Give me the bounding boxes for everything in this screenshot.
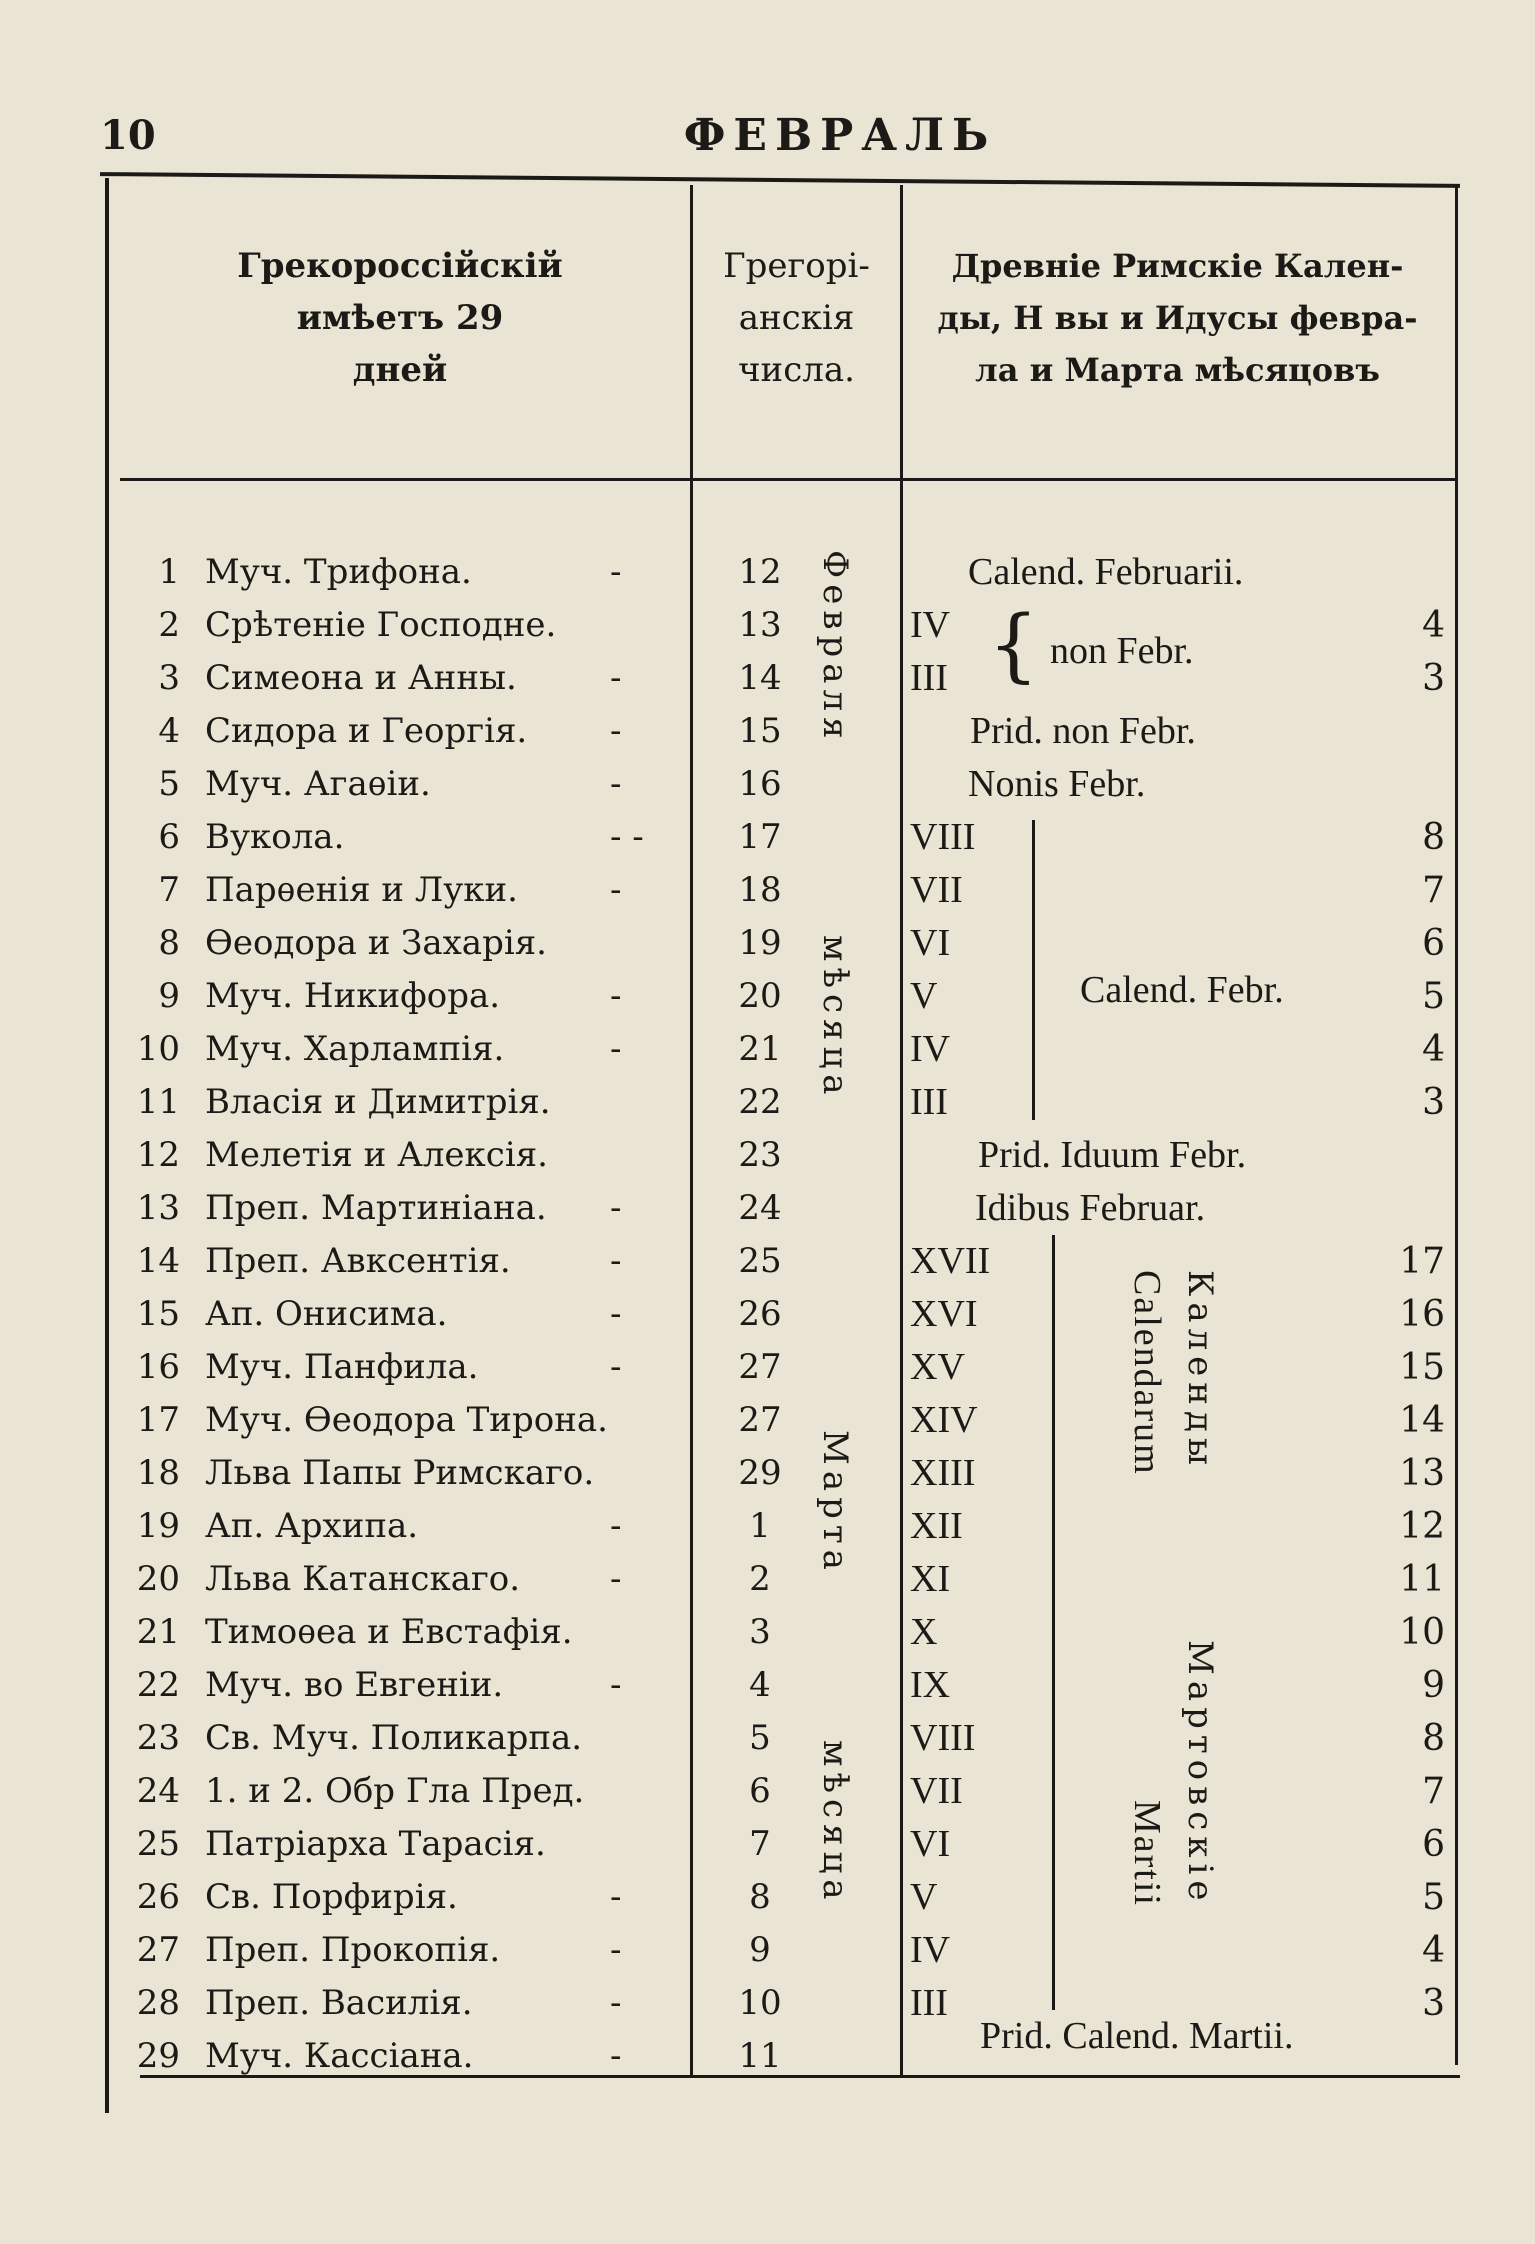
row-day-number: 17 [136, 1400, 180, 1440]
right-number: 3 [1422, 1983, 1445, 2024]
page-title: ФЕВРАЛЬ [683, 110, 997, 161]
roman-numeral: VII [910, 869, 963, 911]
row-dash: - [610, 1188, 622, 1228]
row-dash: - [610, 764, 622, 804]
roman-numeral: XI [910, 1558, 951, 1600]
row-saint-name: Парѳенія и Луки. [205, 870, 518, 910]
row-day-number: 5 [158, 764, 180, 804]
row-dash: - - [610, 817, 644, 857]
row-dash: - [610, 1506, 622, 1546]
non-febr: non Febr. [1050, 630, 1194, 672]
row-day-number: 1 [158, 552, 180, 592]
row-day-number: 8 [158, 923, 180, 963]
row-saint-name: 1. и 2. Обр Гла Пред. [205, 1771, 585, 1811]
row-day-number: 9 [158, 976, 180, 1016]
row-saint-name: Муч. Харлампія. [205, 1029, 505, 1069]
row-day-number: 12 [136, 1135, 180, 1175]
prid-iduum-febr: Prid. Iduum Febr. [978, 1134, 1247, 1176]
row-gregorian-day: 2 [749, 1559, 771, 1599]
brace-symbol: { [988, 598, 1039, 691]
row-saint-name: Тимоѳеа и Евстафія. [205, 1612, 573, 1652]
row-saint-name: Муч. Ѳеодора Тирона. [205, 1400, 608, 1440]
roman-numeral: IV [910, 1028, 951, 1070]
row-saint-name: Муч. Трифона. [205, 552, 472, 592]
column-divider-1 [690, 185, 693, 2075]
row-day-number: 15 [136, 1294, 180, 1334]
row-gregorian-day: 4 [749, 1665, 771, 1705]
row-dash: - [610, 1983, 622, 2023]
row-dash: - [610, 1347, 622, 1387]
row-day-number: 6 [158, 817, 180, 857]
header-line: Грекороссійскій [237, 246, 563, 286]
row-saint-name: Муч. Панфила. [205, 1347, 479, 1387]
roman-numeral: XVII [910, 1240, 991, 1282]
header-line: ла и Марта мѣсяцовъ [975, 351, 1380, 389]
right-number: 6 [1422, 923, 1445, 964]
right-number: 4 [1422, 1029, 1445, 1070]
prid-non-febr: Prid. non Febr. [970, 710, 1196, 752]
row-gregorian-day: 26 [738, 1294, 782, 1334]
row-gregorian-day: 17 [738, 817, 782, 857]
row-gregorian-day: 10 [738, 1983, 782, 2023]
row-gregorian-day: 12 [738, 552, 782, 592]
row-gregorian-day: 1 [749, 1506, 771, 1546]
row-dash: - [610, 1665, 622, 1705]
row-dash: - [610, 1877, 622, 1917]
row-saint-name: Муч. Никифора. [205, 976, 501, 1016]
row-saint-name: Преп. Прокопія. [205, 1930, 501, 1970]
vertical-label-march: Марта [815, 1430, 855, 1576]
vertical-label-calendarum: Calendarum [1126, 1270, 1168, 1476]
right-number: 9 [1422, 1665, 1445, 1706]
vertical-label-month: мѣсяца [815, 1740, 855, 1906]
table-top-rule [100, 172, 1460, 188]
row-dash: - [610, 1294, 622, 1334]
roman-numeral: V [910, 1876, 938, 1918]
row-saint-name: Патріарха Тарасія. [205, 1824, 546, 1864]
row-day-number: 25 [136, 1824, 180, 1864]
prid-calend-martii: Prid. Calend. Martii. [980, 2015, 1294, 2057]
vertical-label-february: Февраля [815, 550, 855, 745]
row-gregorian-day: 3 [749, 1612, 771, 1652]
row-saint-name: Льва Катанскаго. [205, 1559, 521, 1599]
row-saint-name: Муч. Кассіана. [205, 2036, 474, 2076]
roman-numeral: IX [910, 1664, 951, 1706]
roman-numeral: XV [910, 1346, 965, 1388]
row-saint-name: Преп. Мартиніана. [205, 1188, 547, 1228]
row-saint-name: Симеона и Анны. [205, 658, 517, 698]
nonis-febr: Nonis Febr. [968, 763, 1146, 805]
vertical-label-martii: Martii [1126, 1800, 1168, 1907]
right-number: 3 [1422, 658, 1445, 699]
row-gregorian-day: 11 [738, 2036, 782, 2076]
row-saint-name: Ап. Онисима. [205, 1294, 448, 1334]
row-day-number: 3 [158, 658, 180, 698]
calend-febr: Calend. Febr. [1080, 969, 1284, 1011]
row-gregorian-day: 7 [749, 1824, 771, 1864]
roman-numeral: IV [910, 604, 951, 646]
roman-numeral: III [910, 657, 948, 699]
row-gregorian-day: 24 [738, 1188, 782, 1228]
roman-numeral: XIV [910, 1399, 978, 1441]
row-saint-name: Св. Порфирія. [205, 1877, 458, 1917]
row-day-number: 10 [136, 1029, 180, 1069]
row-saint-name: Сидора и Георгія. [205, 711, 528, 751]
row-gregorian-day: 18 [738, 870, 782, 910]
row-gregorian-day: 23 [738, 1135, 782, 1175]
row-day-number: 22 [136, 1665, 180, 1705]
right-number: 8 [1422, 1718, 1445, 1759]
roman-numeral: III [910, 1081, 948, 1123]
row-dash: - [610, 870, 622, 910]
row-day-number: 27 [136, 1930, 180, 1970]
row-gregorian-day: 22 [738, 1082, 782, 1122]
roman-numeral: V [910, 975, 938, 1017]
row-saint-name: Муч. Агаѳіи. [205, 764, 431, 804]
row-day-number: 4 [158, 711, 180, 751]
roman-numeral: XVI [910, 1293, 978, 1335]
row-gregorian-day: 13 [738, 605, 782, 645]
row-gregorian-day: 15 [738, 711, 782, 751]
row-day-number: 16 [136, 1347, 180, 1387]
row-dash: - [610, 2036, 622, 2076]
row-gregorian-day: 25 [738, 1241, 782, 1281]
header-line: анскія [738, 298, 855, 338]
column-divider-2 [900, 185, 903, 2075]
right-number: 4 [1422, 1930, 1445, 1971]
right-number: 10 [1399, 1612, 1445, 1653]
header-line: Древніе Римскіе Кален- [951, 247, 1404, 285]
header-line: дней [352, 350, 448, 390]
row-saint-name: Преп. Василія. [205, 1983, 473, 2023]
roman-numeral: VI [910, 1823, 951, 1865]
roman-numeral: X [910, 1611, 938, 1653]
header-line: числа. [738, 350, 855, 390]
row-saint-name: Льва Папы Римскаго. [205, 1453, 595, 1493]
table-right-rule [1455, 185, 1458, 2065]
right-number: 15 [1399, 1347, 1445, 1388]
column-header-1 [115, 240, 685, 396]
row-dash: - [610, 1241, 622, 1281]
row-day-number: 13 [136, 1188, 180, 1228]
row-dash: - [610, 1559, 622, 1599]
row-gregorian-day: 21 [738, 1029, 782, 1069]
right-number: 11 [1399, 1559, 1445, 1600]
row-day-number: 23 [136, 1718, 180, 1758]
bracket-line [1052, 1235, 1055, 2010]
table-left-rule [105, 178, 109, 2113]
right-number: 6 [1422, 1824, 1445, 1865]
row-gregorian-day: 19 [738, 923, 782, 963]
row-day-number: 19 [136, 1506, 180, 1546]
row-day-number: 11 [136, 1082, 180, 1122]
roman-numeral: VI [910, 922, 951, 964]
idibus-februar: Idibus Februar. [975, 1187, 1206, 1229]
vertical-label-month: мѣсяца [815, 935, 855, 1101]
header-line: Грегорі- [723, 246, 870, 286]
roman-numeral: IV [910, 1929, 951, 1971]
row-day-number: 28 [136, 1983, 180, 2023]
right-number: 16 [1399, 1294, 1445, 1335]
row-dash: - [610, 658, 622, 698]
row-day-number: 21 [136, 1612, 180, 1652]
roman-numeral: III [910, 1982, 948, 2024]
right-number: 7 [1422, 1771, 1445, 1812]
vertical-label-martovskie: Мартовскіе [1180, 1640, 1220, 1907]
row-saint-name: Мелетія и Алексія. [205, 1135, 548, 1175]
row-day-number: 26 [136, 1877, 180, 1917]
column-header-3 [905, 240, 1450, 396]
row-day-number: 24 [136, 1771, 180, 1811]
page-number: 10 [100, 112, 156, 159]
right-number: 13 [1399, 1453, 1445, 1494]
header-line: ды, Н вы и Идусы февра- [937, 299, 1418, 337]
row-saint-name: Преп. Авксентія. [205, 1241, 511, 1281]
right-number: 7 [1422, 870, 1445, 911]
row-dash: - [610, 552, 622, 592]
roman-numeral: XIII [910, 1452, 976, 1494]
calend-februarii: Calend. Februarii. [968, 551, 1244, 593]
vertical-label-kalendy: Календы [1180, 1270, 1220, 1471]
roman-numeral: VIII [910, 1717, 976, 1759]
row-saint-name: Вукола. [205, 817, 345, 857]
right-number: 5 [1422, 1877, 1445, 1918]
row-day-number: 29 [136, 2036, 180, 2076]
row-day-number: 2 [158, 605, 180, 645]
row-gregorian-day: 27 [738, 1400, 782, 1440]
row-saint-name: Ѳеодора и Захарія. [205, 923, 547, 963]
row-dash: - [610, 976, 622, 1016]
header-bottom-rule [120, 478, 1455, 481]
row-dash: - [610, 711, 622, 751]
row-saint-name: Ап. Архипа. [205, 1506, 419, 1546]
row-saint-name: Св. Муч. Поликарпа. [205, 1718, 583, 1758]
right-number: 8 [1422, 817, 1445, 858]
row-saint-name: Муч. во Евгеніи. [205, 1665, 504, 1705]
right-number: 3 [1422, 1082, 1445, 1123]
row-day-number: 14 [136, 1241, 180, 1281]
row-gregorian-day: 9 [749, 1930, 771, 1970]
right-number: 17 [1399, 1241, 1445, 1282]
right-number: 14 [1399, 1400, 1445, 1441]
row-gregorian-day: 29 [738, 1453, 782, 1493]
row-gregorian-day: 27 [738, 1347, 782, 1387]
row-gregorian-day: 16 [738, 764, 782, 804]
bracket-line [1032, 820, 1035, 1120]
row-gregorian-day: 6 [749, 1771, 771, 1811]
row-day-number: 20 [136, 1559, 180, 1599]
right-number: 4 [1422, 605, 1445, 646]
column-header-2 [693, 240, 900, 396]
row-saint-name: Срѣтеніе Господне. [205, 605, 557, 645]
row-gregorian-day: 14 [738, 658, 782, 698]
right-number: 12 [1399, 1506, 1445, 1547]
row-day-number: 7 [158, 870, 180, 910]
row-saint-name: Власія и Димитрія. [205, 1082, 551, 1122]
row-gregorian-day: 5 [749, 1718, 771, 1758]
row-day-number: 18 [136, 1453, 180, 1493]
row-dash: - [610, 1930, 622, 1970]
right-number: 5 [1422, 976, 1445, 1017]
roman-numeral: VIII [910, 816, 976, 858]
roman-numeral: XII [910, 1505, 963, 1547]
row-dash: - [610, 1029, 622, 1069]
row-gregorian-day: 20 [738, 976, 782, 1016]
header-line: имѣетъ 29 [296, 298, 504, 338]
roman-numeral: VII [910, 1770, 963, 1812]
row-gregorian-day: 8 [749, 1877, 771, 1917]
